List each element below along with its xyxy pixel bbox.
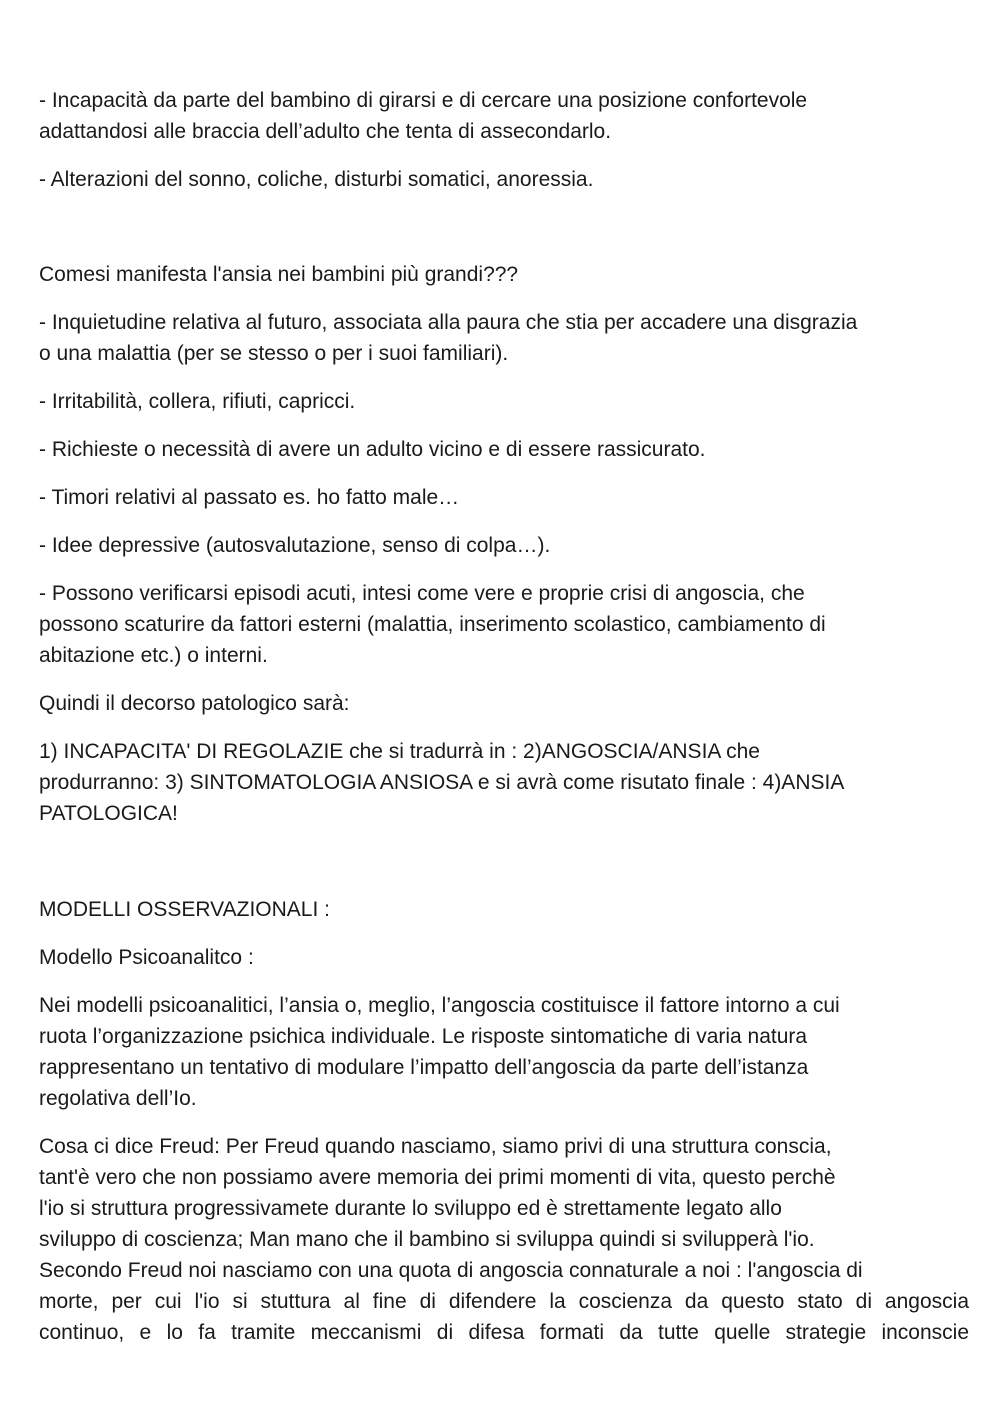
text-line: tant'è vero che non possiamo avere memoria dei primi momenti di vita, questo perchè — [39, 1166, 836, 1189]
paragraph-course-steps — [39, 736, 969, 829]
text-line: regolativa dell’Io. — [39, 1087, 197, 1110]
text-line: - Idee depressive (autosvalutazione, senso di colpa…). — [39, 534, 551, 557]
text-line: - Alterazioni del sonno, coliche, disturbi somatici, anoressia. — [39, 168, 594, 191]
paragraph-need-adult — [39, 434, 969, 465]
text-line: morte, per cui l'io si stuttura al fine di difendere la coscienza da questo stato di angoscia — [39, 1290, 969, 1313]
paragraph-psychoanalytic-models — [39, 990, 969, 1114]
text-line: adattandosi alle braccia dell’adulto che tenta di assecondarlo. — [39, 120, 612, 143]
text-line: Secondo Freud noi nasciamo con una quota di angoscia connaturale a noi : l'angoscia di — [39, 1259, 863, 1282]
text-line: o una malattia (per se stesso o per i suoi familiari). — [39, 342, 509, 365]
heading-observational-models — [39, 894, 969, 925]
text-line: ruota l’organizzazione psichica individuale. Le risposte sintomatiche di varia natura — [39, 1025, 808, 1048]
text-line: MODELLI OSSERVAZIONALI : — [39, 898, 330, 921]
text-line: l'io si struttura progressivamete durante lo sviluppo ed è strettamente legato allo — [39, 1197, 782, 1220]
paragraph-freud — [39, 1131, 969, 1348]
section-question-older-children — [39, 259, 969, 290]
text-line: Cosa ci dice Freud: Per Freud quando nasciamo, siamo privi di una struttura conscia, — [39, 1135, 832, 1158]
text-line: produrranno: 3) SINTOMATOLOGIA ANSIOSA e si avrà come risutato finale : 4)ANSIA — [39, 771, 845, 794]
heading-psychoanalytic-model — [39, 942, 969, 973]
text-line: continuo, e lo fa tramite meccanismi di difesa formati da tutte quelle strategie inconscie — [39, 1321, 969, 1344]
text-line: - Possono verificarsi episodi acuti, intesi come vere e proprie crisi di angoscia, che — [39, 582, 805, 605]
text-line: - Richieste o necessità di avere un adulto vicino e di essere rassicurato. — [39, 438, 706, 461]
text-line: - Inquietudine relativa al futuro, associata alla paura che stia per accadere una disgrazia — [39, 311, 858, 334]
text-line: Nei modelli psicoanalitici, l’ansia o, meglio, l’angoscia costituisce il fattore intorno a cui — [39, 994, 840, 1017]
paragraph-pathological-course — [39, 688, 969, 719]
paragraph-irritability — [39, 386, 969, 417]
text-line: rappresentano un tentativo di modulare l’impatto dell’angoscia da parte dell’istanza — [39, 1056, 809, 1079]
text-line: PATOLOGICA! — [39, 802, 178, 825]
text-line: 1) INCAPACITA' DI REGOLAZIE che si tradurrà in : 2)ANGOSCIA/ANSIA che — [39, 740, 760, 763]
text-line: abitazione etc.) o interni. — [39, 644, 268, 667]
text-line: - Timori relativi al passato es. ho fatto male… — [39, 486, 460, 509]
text-line: possono scaturire da fattori esterni (malattia, inserimento scolastico, cambiamento di — [39, 613, 826, 636]
paragraph-future-worry — [39, 307, 969, 369]
paragraph-acute-episodes — [39, 578, 969, 671]
text-line: - Incapacità da parte del bambino di girarsi e di cercare una posizione confortevole — [39, 89, 808, 112]
text-line: Modello Psicoanalitco : — [39, 946, 254, 969]
text-line: sviluppo di coscienza; Man mano che il bambino si sviluppa quindi si svilupperà l'io. — [39, 1228, 815, 1251]
text-line: Quindi il decorso patologico sarà: — [39, 692, 350, 715]
text-line: - Irritabilità, collera, rifiuti, capricci. — [39, 390, 356, 413]
paragraph-past-fears — [39, 482, 969, 513]
paragraph-sleep-alterations — [39, 164, 969, 195]
text-line: Comesi manifesta l'ansia nei bambini più grandi??? — [39, 263, 519, 286]
paragraph-infant-turning — [39, 85, 969, 147]
paragraph-depressive-ideas — [39, 530, 969, 561]
